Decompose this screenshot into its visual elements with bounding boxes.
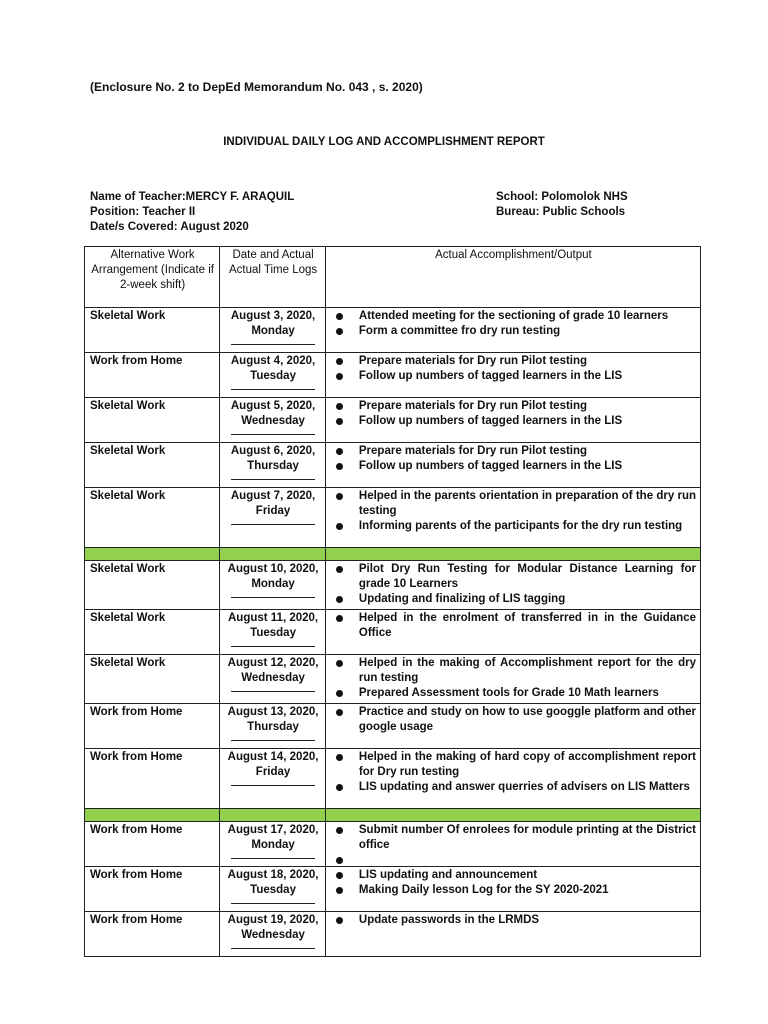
date-cell xyxy=(220,561,326,610)
bullet-icon xyxy=(336,660,343,667)
accomplishment-text: Prepare materials for Dry run Pilot testing xyxy=(358,445,588,457)
bullet-icon xyxy=(336,493,343,500)
accomplishment-item xyxy=(331,750,696,780)
accomplishment-text: Form a committee fro dry run testing xyxy=(358,325,561,337)
bullet-icon xyxy=(336,358,343,365)
date-cell xyxy=(220,610,326,655)
date-cell xyxy=(220,867,326,912)
bullet-icon xyxy=(336,784,343,791)
accomplishment-cell xyxy=(325,443,700,488)
separator-cell xyxy=(220,548,326,561)
bullet-icon xyxy=(336,328,343,335)
time-log-blank-line xyxy=(231,739,315,741)
work-arrangement-cell: Work from Home xyxy=(85,912,220,957)
table-row xyxy=(85,488,701,548)
accomplishment-item xyxy=(331,823,696,853)
header-accomplishment: Actual Accomplishment/Output xyxy=(325,247,700,308)
accomplishment-item xyxy=(331,444,696,459)
work-arrangement-cell: Skeletal Work xyxy=(85,610,220,655)
work-arrangement-cell: Skeletal Work xyxy=(85,443,220,488)
table-row xyxy=(85,398,701,443)
accomplishment-cell xyxy=(325,488,700,548)
accomplishment-list xyxy=(331,750,696,795)
header-date: Date and Actual Actual Time Logs xyxy=(220,247,326,308)
time-log-blank-line xyxy=(231,690,315,692)
date-text: August 11, 2020, Tuesday xyxy=(228,612,319,639)
bullet-icon xyxy=(336,566,343,573)
accomplishment-item xyxy=(331,913,696,928)
table-row xyxy=(85,561,701,610)
week-separator-row xyxy=(85,809,701,822)
separator-cell xyxy=(85,548,220,561)
separator-cell xyxy=(85,809,220,822)
date-cell xyxy=(220,822,326,867)
date-text: August 19, 2020, Wednesday xyxy=(227,914,319,941)
time-log-blank-line xyxy=(231,645,315,647)
date-text: August 12, 2020, Wednesday xyxy=(227,657,319,684)
bullet-icon xyxy=(336,313,343,320)
time-log-blank-line xyxy=(231,478,315,480)
bullet-icon xyxy=(336,373,343,380)
date-text: August 5, 2020, Wednesday xyxy=(230,400,316,427)
work-arrangement-cell: Skeletal Work xyxy=(85,655,220,704)
accomplishment-list xyxy=(331,309,696,339)
accomplishment-cell xyxy=(325,749,700,809)
accomplishment-text: Prepare materials for Dry run Pilot testing xyxy=(358,400,588,412)
date-cell xyxy=(220,912,326,957)
accomplishment-text: Helped in the making of Accomplishment report for the dry run testing xyxy=(358,657,696,684)
bullet-icon xyxy=(336,857,343,864)
accomplishment-text: Making Daily lesson Log for the SY 2020-2021 xyxy=(358,884,609,896)
bullet-icon xyxy=(336,523,343,530)
accomplishment-cell xyxy=(325,398,700,443)
table-row xyxy=(85,704,701,749)
accomplishment-cell xyxy=(325,912,700,957)
accomplishment-list xyxy=(331,705,696,735)
work-arrangement-cell: Work from Home xyxy=(85,749,220,809)
accomplishment-text: LIS updating and announcement xyxy=(358,869,538,881)
teacher-position: Position: Teacher II xyxy=(90,206,196,218)
daily-log-table xyxy=(84,246,701,957)
accomplishment-item xyxy=(331,369,696,384)
time-log-blank-line xyxy=(231,947,315,949)
bullet-icon xyxy=(336,615,343,622)
bullet-icon xyxy=(336,690,343,697)
teacher-info xyxy=(90,190,294,235)
table-row xyxy=(85,867,701,912)
table-row xyxy=(85,443,701,488)
accomplishment-list xyxy=(331,489,696,534)
bullet-icon xyxy=(336,754,343,761)
work-arrangement-cell: Work from Home xyxy=(85,353,220,398)
date-text: August 17, 2020, Monday xyxy=(227,824,319,851)
accomplishment-list xyxy=(331,823,696,853)
date-cell xyxy=(220,488,326,548)
bullet-icon xyxy=(336,448,343,455)
time-log-blank-line xyxy=(231,596,315,598)
table-row xyxy=(85,655,701,704)
accomplishment-list xyxy=(331,611,696,641)
time-log-blank-line xyxy=(231,388,315,390)
accomplishment-list xyxy=(331,913,696,928)
separator-cell xyxy=(220,809,326,822)
accomplishment-cell xyxy=(325,655,700,704)
accomplishment-item xyxy=(331,414,696,429)
bullet-icon xyxy=(336,709,343,716)
work-arrangement-cell: Skeletal Work xyxy=(85,561,220,610)
date-text: August 6, 2020, Thursday xyxy=(230,445,316,472)
table-row xyxy=(85,308,701,353)
table-header-row xyxy=(85,247,701,308)
table-row xyxy=(85,353,701,398)
work-arrangement-cell: Work from Home xyxy=(85,867,220,912)
accomplishment-item xyxy=(331,656,696,686)
table-row xyxy=(85,749,701,809)
accomplishment-cell xyxy=(325,867,700,912)
table-row xyxy=(85,912,701,957)
separator-cell xyxy=(325,809,700,822)
accomplishment-cell xyxy=(325,353,700,398)
accomplishment-item xyxy=(331,309,696,324)
accomplishment-item xyxy=(331,354,696,369)
accomplishment-item xyxy=(331,883,696,898)
accomplishment-text: Pilot Dry Run Testing for Modular Distance Learning for grade 10 Learners xyxy=(358,563,696,590)
accomplishment-item xyxy=(331,489,696,519)
accomplishment-item xyxy=(331,592,696,607)
work-arrangement-cell: Skeletal Work xyxy=(85,488,220,548)
accomplishment-text: Follow up numbers of tagged learners in the LIS xyxy=(358,460,623,472)
accomplishment-text: Update passwords in the LRMDS xyxy=(358,914,540,926)
bullet-icon xyxy=(336,872,343,879)
accomplishment-list xyxy=(331,868,696,898)
accomplishment-item xyxy=(331,562,696,592)
accomplishment-text: Prepare materials for Dry run Pilot testing xyxy=(358,355,588,367)
date-text: August 4, 2020, Tuesday xyxy=(230,355,316,382)
bullet-icon xyxy=(336,596,343,603)
accomplishment-text: LIS updating and answer querries of advisers on LIS Matters xyxy=(358,781,690,793)
accomplishment-item xyxy=(331,686,696,701)
report-title: INDIVIDUAL DAILY LOG AND ACCOMPLISHMENT REPORT xyxy=(223,136,545,148)
time-log-blank-line xyxy=(231,784,315,786)
table-row xyxy=(85,610,701,655)
date-cell xyxy=(220,704,326,749)
work-arrangement-cell: Work from Home xyxy=(85,822,220,867)
date-text: August 3, 2020, Monday xyxy=(230,310,316,337)
accomplishment-text: Helped in the enrolment of transferred in in the Guidance Office xyxy=(358,612,696,639)
accomplishment-text: Practice and study on how to use googgle platform and other google usage xyxy=(358,706,696,733)
header-arrangement: Alternative Work Arrangement (Indicate if 2-week shift) xyxy=(85,247,220,308)
accomplishment-cell xyxy=(325,704,700,749)
time-log-blank-line xyxy=(231,857,315,859)
date-text: August 7, 2020, Friday xyxy=(230,490,316,517)
date-cell xyxy=(220,655,326,704)
accomplishment-item xyxy=(331,868,696,883)
bullet-icon xyxy=(336,887,343,894)
dates-covered: Date/s Covered: August 2020 xyxy=(90,221,249,233)
date-cell xyxy=(220,308,326,353)
work-arrangement-cell: Work from Home xyxy=(85,704,220,749)
accomplishment-list xyxy=(331,354,696,384)
accomplishment-list xyxy=(331,444,696,474)
work-arrangement-cell: Skeletal Work xyxy=(85,398,220,443)
accomplishment-text: Attended meeting for the sectioning of grade 10 learners xyxy=(358,310,669,322)
time-log-blank-line xyxy=(231,433,315,435)
time-log-blank-line xyxy=(231,343,315,345)
bullet-icon xyxy=(336,463,343,470)
date-text: August 10, 2020, Monday xyxy=(227,563,319,590)
date-text: August 13, 2020, Thursday xyxy=(227,706,319,733)
school-name: School: Polomolok NHS xyxy=(496,191,628,203)
accomplishment-cell xyxy=(325,561,700,610)
teacher-name: Name of Teacher:MERCY F. ARAQUIL xyxy=(90,191,295,203)
accomplishment-item xyxy=(331,324,696,339)
accomplishment-item xyxy=(331,519,696,534)
bullet-icon xyxy=(336,917,343,924)
accomplishment-text: Helped in the making of hard copy of accomplishment report for Dry run testing xyxy=(358,751,696,778)
accomplishment-text: Prepared Assessment tools for Grade 10 Math learners xyxy=(358,687,659,699)
time-log-blank-line xyxy=(231,902,315,904)
date-cell xyxy=(220,749,326,809)
accomplishment-list xyxy=(331,656,696,701)
accomplishment-list xyxy=(331,399,696,429)
accomplishment-text: Follow up numbers of tagged learners in the LIS xyxy=(358,415,623,427)
date-text: August 18, 2020, Tuesday xyxy=(227,869,319,896)
school-info xyxy=(496,190,628,220)
bullet-icon xyxy=(336,827,343,834)
bullet-icon xyxy=(336,418,343,425)
accomplishment-cell xyxy=(325,822,700,867)
date-cell xyxy=(220,353,326,398)
time-log-blank-line xyxy=(231,523,315,525)
accomplishment-list xyxy=(331,562,696,607)
week-separator-row xyxy=(85,548,701,561)
accomplishment-item xyxy=(331,780,696,795)
accomplishment-text: Submit number Of enrolees for module printing at the District office xyxy=(358,824,696,851)
bullet-icon xyxy=(336,403,343,410)
enclosure-note: (Enclosure No. 2 to DepEd Memorandum No. 043 , s. 2020) xyxy=(90,80,423,94)
accomplishment-cell xyxy=(325,308,700,353)
bureau-name: Bureau: Public Schools xyxy=(496,206,626,218)
accomplishment-text: Helped in the parents orientation in preparation of the dry run testing xyxy=(358,490,696,517)
accomplishment-item xyxy=(331,399,696,414)
table-row xyxy=(85,822,701,867)
accomplishment-item xyxy=(331,459,696,474)
accomplishment-item xyxy=(331,705,696,735)
date-text: August 14, 2020, Friday xyxy=(227,751,319,778)
separator-cell xyxy=(325,548,700,561)
table-body xyxy=(85,308,701,957)
accomplishment-text: Follow up numbers of tagged learners in the LIS xyxy=(358,370,623,382)
accomplishment-text: Informing parents of the participants for the dry run testing xyxy=(358,520,683,532)
date-cell xyxy=(220,398,326,443)
work-arrangement-cell: Skeletal Work xyxy=(85,308,220,353)
accomplishment-item xyxy=(331,611,696,641)
accomplishment-text: Updating and finalizing of LIS tagging xyxy=(358,593,566,605)
date-cell xyxy=(220,443,326,488)
accomplishment-cell xyxy=(325,610,700,655)
